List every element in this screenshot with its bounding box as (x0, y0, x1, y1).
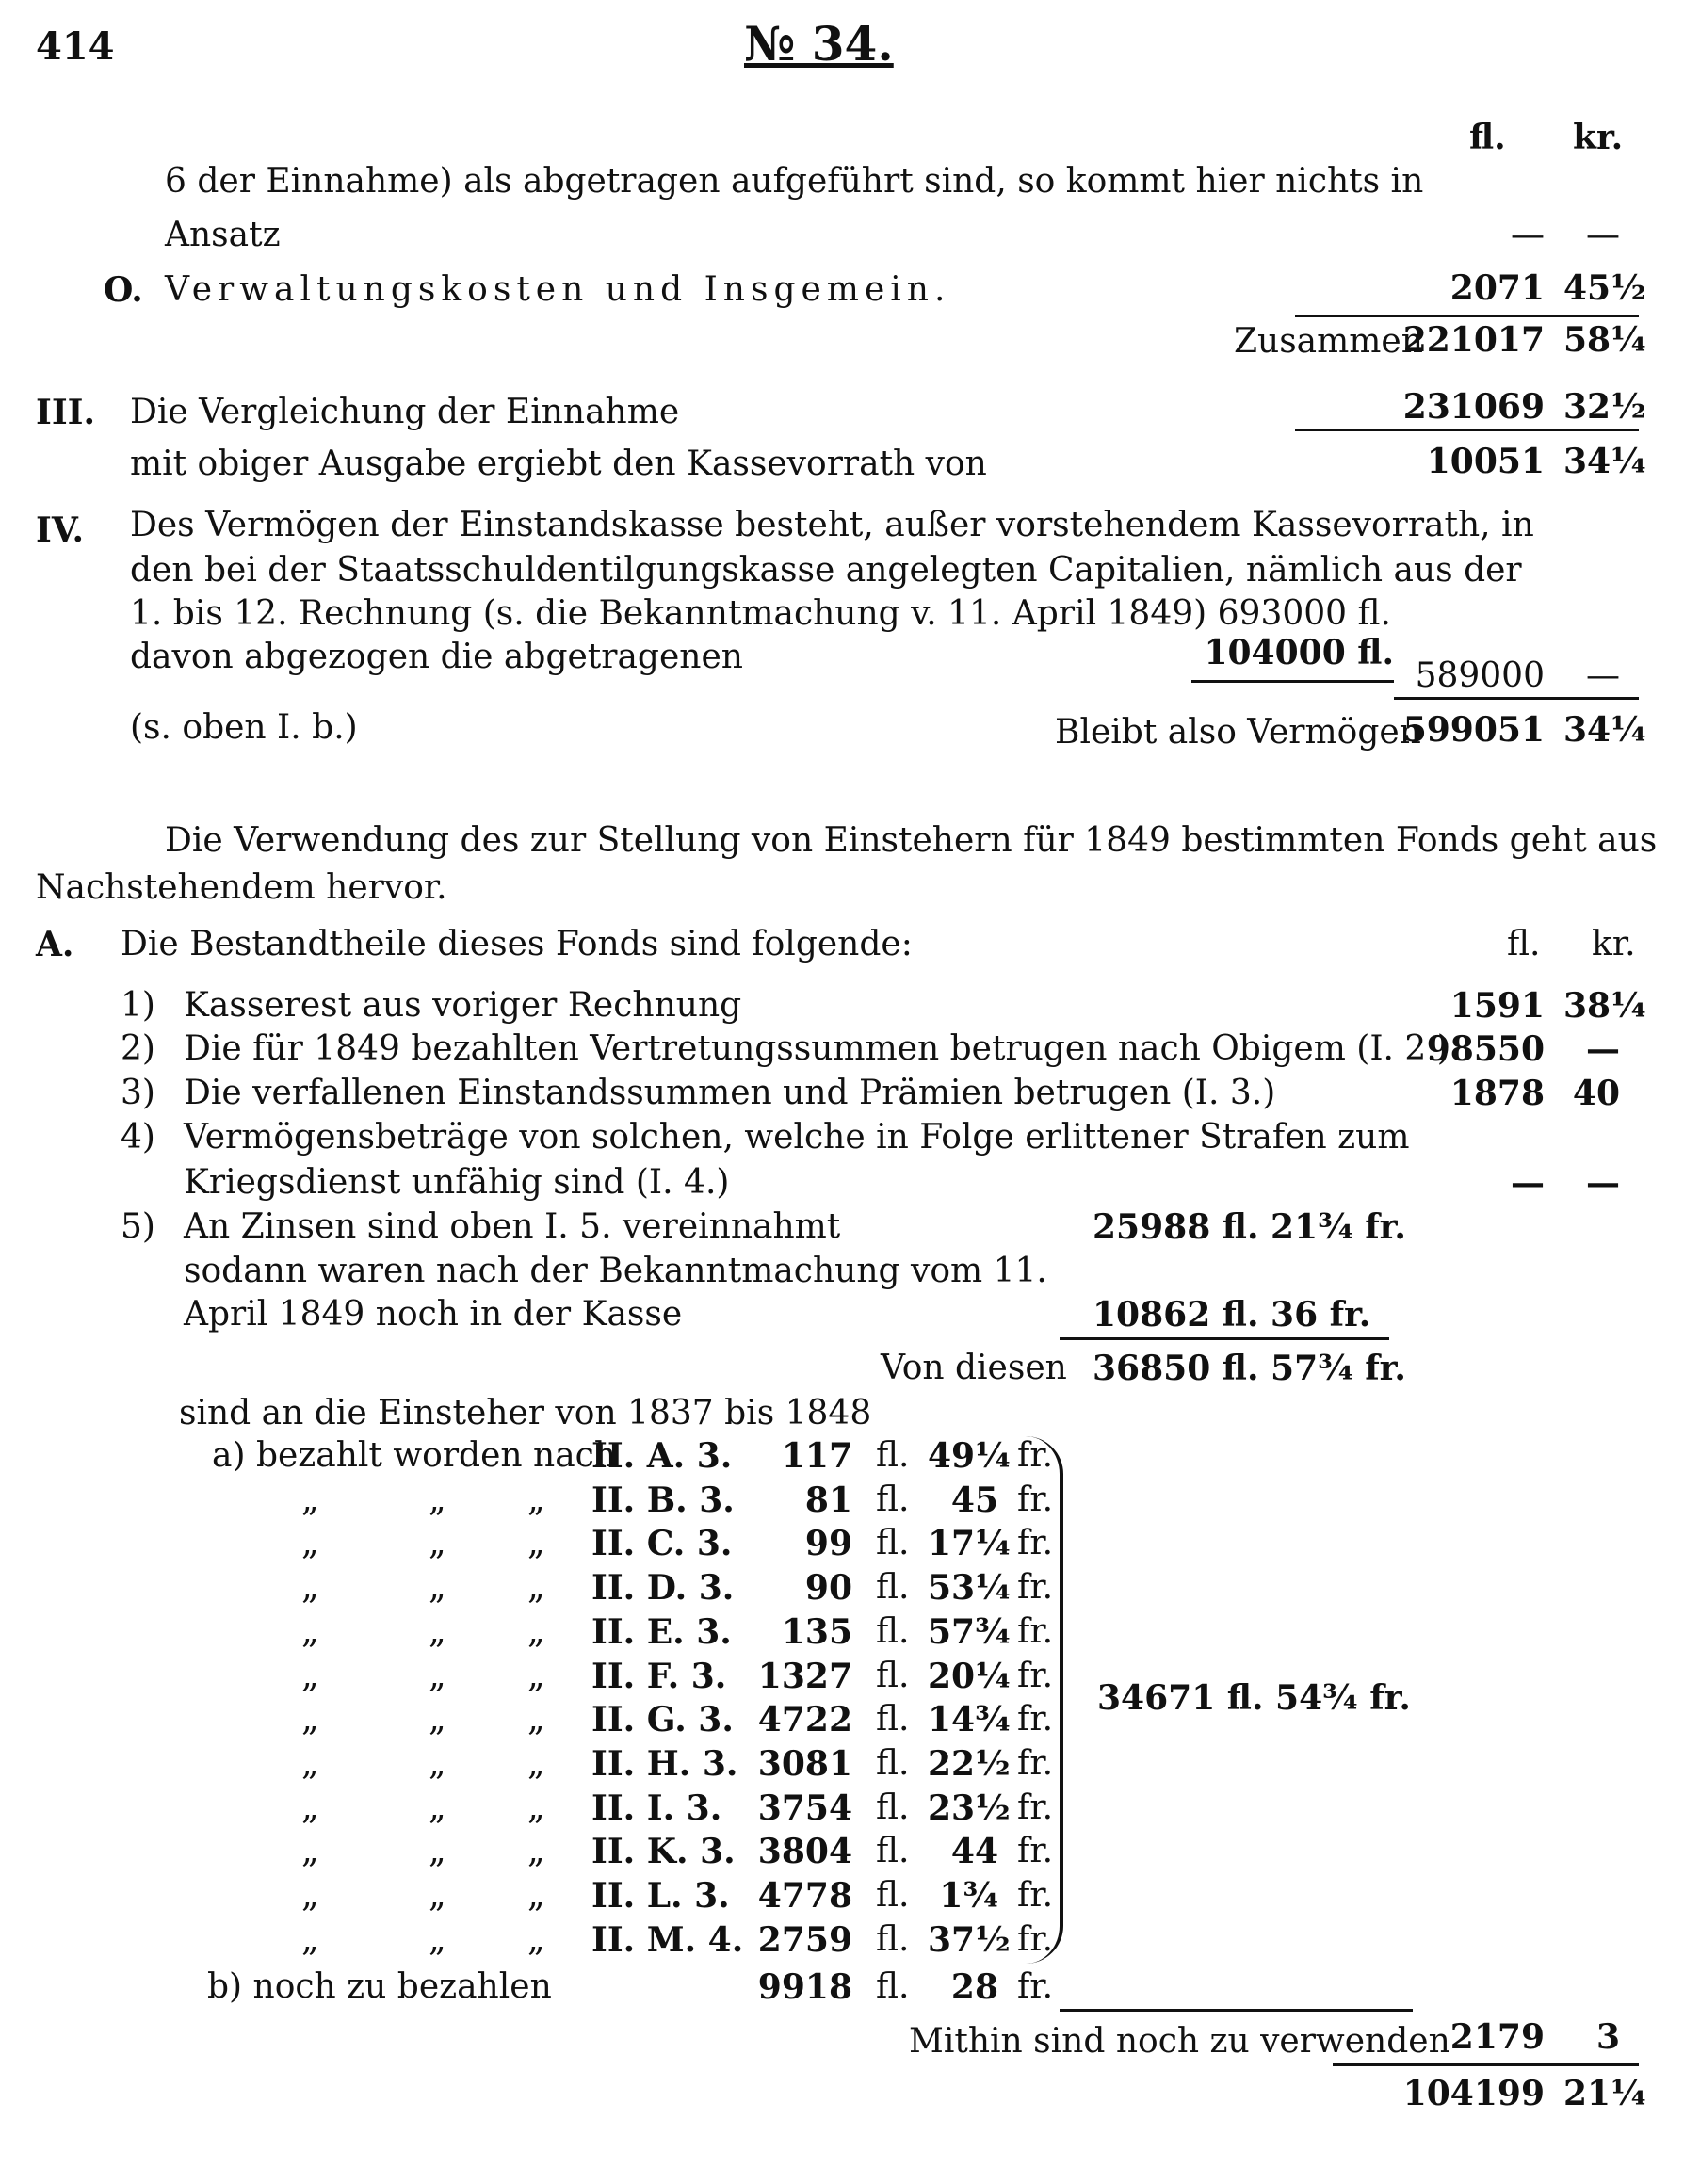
item-4-text-cont: Kriegsdienst unfähig sind (I. 4.) (184, 1163, 730, 1202)
item-2-fl: 98550 (1426, 1029, 1545, 1069)
payment-fl-unit: fl. (876, 1657, 910, 1695)
payment-fr-unit: fr. (1017, 1568, 1054, 1607)
payment-fl-unit: fl. (876, 1568, 910, 1607)
sum-rule-4 (1394, 697, 1639, 700)
payment-ref: II. H. 3. (591, 1744, 738, 1784)
ditto-mark: „ (429, 1788, 446, 1827)
payment-fr-unit: fr. (1017, 1612, 1054, 1651)
intro-line-1: Die Verwendung des zur Stellung von Einstehern für 1849 bestimmten Fonds geht aus (165, 821, 1658, 860)
ditto-mark: „ (527, 1788, 545, 1827)
mithin-fl: 2179 (1449, 2017, 1545, 2057)
section-o-label: O. (104, 270, 143, 310)
payment-fl-unit: fl. (876, 1920, 910, 1959)
item-4-fl: — (1511, 1163, 1545, 1203)
section-iii-line-1-fl: 231069 (1402, 387, 1545, 427)
payment-fr-unit: fr. (1017, 1876, 1054, 1915)
payment-fl-unit: fl. (876, 1612, 910, 1651)
payment-fl-unit: fl. (876, 1832, 910, 1870)
payments-brace (1022, 1436, 1063, 1964)
sum-rule-3 (1191, 680, 1394, 683)
payment-ref: II. A. 3. (591, 1436, 733, 1476)
payment-fr-unit: fr. (1017, 1788, 1054, 1827)
ditto-mark: „ (527, 1568, 545, 1607)
ditto-mark: „ (301, 1612, 319, 1651)
item-2-number: 2) (121, 1029, 155, 1068)
bleibt-label: Bleibt also Vermögen (1055, 713, 1421, 752)
ditto-mark: „ (301, 1700, 319, 1739)
item-3-text: Die verfallenen Einstandssummen und Prämien betrugen (I. 3.) (184, 1074, 1276, 1112)
payment-fl: 3081 (757, 1744, 852, 1784)
section-iv-line-4: davon abgezogen die abgetragenen (130, 638, 743, 676)
item-3-fl: 1878 (1449, 1074, 1545, 1113)
payment-kr: 49¼ (928, 1436, 1011, 1476)
total-rule (1333, 2063, 1639, 2066)
payment-fl: 2759 (757, 1920, 852, 1960)
ditto-mark: „ (429, 1612, 446, 1651)
intro-line-2: Nachstehendem hervor. (36, 868, 447, 907)
ditto-mark: „ (301, 1920, 319, 1959)
total-fl: 104199 (1402, 2074, 1545, 2113)
ditto-mark: „ (301, 1744, 319, 1783)
ditto-mark: „ (429, 1568, 446, 1607)
payment-prefix: a) bezahlt worden nach (212, 1436, 617, 1475)
payment-fr-unit: fr. (1017, 1832, 1054, 1870)
payment-ref: II. G. 3. (591, 1700, 734, 1739)
col-header-fl: fl. (1469, 118, 1506, 157)
payment-ref: II. F. 3. (591, 1657, 727, 1696)
b-fr-unit: fr. (1017, 1967, 1054, 2006)
von-diesen-label: Von diesen (881, 1349, 1067, 1387)
payment-fl: 3754 (757, 1788, 852, 1828)
payment-ref: II. D. 3. (591, 1568, 735, 1608)
section-iii-label: III. (36, 393, 96, 432)
item-5-line-3: April 1849 noch in der Kasse (184, 1295, 683, 1334)
section-a-col-kr: kr. (1592, 925, 1636, 963)
payment-fr-unit: fr. (1017, 1920, 1054, 1959)
ditto-mark: „ (429, 1657, 446, 1695)
payment-kr: 17¼ (928, 1524, 1011, 1563)
payment-kr: 44 (950, 1832, 998, 1871)
section-iii-line-1-kr: 32½ (1563, 387, 1646, 427)
ditto-mark: „ (301, 1568, 319, 1607)
payment-fr-unit: fr. (1017, 1744, 1054, 1783)
page-title: № 34. (744, 16, 894, 72)
mithin-kr: 3 (1595, 2017, 1620, 2057)
ditto-mark: „ (527, 1657, 545, 1695)
payment-fl: 90 (804, 1568, 852, 1608)
payment-ref: II. M. 4. (591, 1920, 744, 1960)
b-fl: 9918 (757, 1967, 852, 2007)
ditto-mark: „ (429, 1480, 446, 1519)
zusammen-fl: 221017 (1402, 320, 1545, 360)
item-3-kr: 40 (1572, 1074, 1620, 1113)
payment-kr: 45 (950, 1480, 998, 1520)
section-iv-line-3: 1. bis 12. Rechnung (s. die Bekanntmachung v. 11. April 1849) 693000 fl. (130, 594, 1391, 633)
b-fl-unit: fl. (876, 1967, 910, 2006)
ditto-mark: „ (527, 1480, 545, 1519)
payment-fl-unit: fl. (876, 1744, 910, 1783)
section-a-title: Die Bestandtheile dieses Fonds sind folgende: (121, 925, 913, 963)
section-iv-line-2: den bei der Staatsschuldentilgungskasse angelegten Capitalien, nämlich aus der (130, 551, 1522, 590)
payment-ref: II. B. 3. (591, 1480, 735, 1520)
payment-fl-unit: fl. (876, 1700, 910, 1739)
payment-ref: II. I. 3. (591, 1788, 722, 1828)
payment-ref: II. E. 3. (591, 1612, 732, 1652)
ditto-mark: „ (429, 1700, 446, 1739)
payment-fl: 99 (804, 1524, 852, 1563)
section-iii-line-2: mit obiger Ausgabe ergiebt den Kassevorrath von (130, 445, 987, 483)
cont-line-1: 6 der Einnahme) als abgetragen aufgeführt sind, so kommt hier nichts in (165, 162, 1424, 201)
payment-fr-unit: fr. (1017, 1700, 1054, 1739)
ditto-mark: „ (527, 1744, 545, 1783)
sum-rule-5 (1060, 1337, 1389, 1340)
payment-fr-unit: fr. (1017, 1524, 1054, 1562)
ditto-mark: „ (301, 1788, 319, 1827)
payment-kr: 1¾ (939, 1876, 998, 1916)
payment-kr: 57¾ (928, 1612, 1011, 1652)
item-1-text: Kasserest aus voriger Rechnung (184, 986, 742, 1025)
sum-rule-2 (1295, 429, 1639, 431)
cont-kr: — (1586, 216, 1620, 254)
item-4-text: Vermögensbeträge von solchen, welche in Folge erlittener Strafen zum (184, 1118, 1410, 1157)
ditto-mark: „ (429, 1832, 446, 1870)
ditto-mark: „ (301, 1876, 319, 1915)
payment-kr: 14¾ (928, 1700, 1011, 1739)
payment-fr-unit: fr. (1017, 1657, 1054, 1695)
payment-ref: II. L. 3. (591, 1876, 730, 1916)
section-iv-label: IV. (36, 510, 85, 550)
b-kr: 28 (950, 1967, 998, 2007)
payment-fl: 117 (781, 1436, 852, 1476)
bleibt-kr: 34¼ (1563, 710, 1646, 750)
item-2-kr: — (1586, 1029, 1620, 1069)
ditto-mark: „ (301, 1480, 319, 1519)
page-number: 414 (36, 24, 115, 69)
ditto-mark: „ (429, 1744, 446, 1783)
item-1-fl: 1591 (1449, 986, 1545, 1026)
zusammen-label: Zusammen (1234, 322, 1423, 361)
item-5-line-1-amount: 25988 fl. 21¾ fr. (1093, 1207, 1406, 1247)
ditto-mark: „ (429, 1920, 446, 1959)
payment-fl-unit: fl. (876, 1876, 910, 1915)
section-a-label: A. (36, 925, 74, 964)
section-o-kr: 45½ (1563, 268, 1646, 308)
ditto-mark: „ (527, 1920, 545, 1959)
ditto-mark: „ (527, 1876, 545, 1915)
item-3-number: 3) (121, 1074, 155, 1112)
payment-fl: 1327 (757, 1657, 852, 1696)
section-o-fl: 2071 (1449, 268, 1545, 308)
bleibt-fl: 599051 (1402, 710, 1545, 750)
payment-fl-unit: fl. (876, 1436, 910, 1475)
item-5-number: 5) (121, 1207, 155, 1246)
total-kr: 21¼ (1563, 2074, 1646, 2113)
payment-fl: 135 (781, 1612, 852, 1652)
payment-kr: 22½ (928, 1744, 1011, 1784)
payment-ref: II. C. 3. (591, 1524, 733, 1563)
ditto-mark: „ (301, 1832, 319, 1870)
payment-fl: 81 (804, 1480, 852, 1520)
payment-fl: 3804 (757, 1832, 852, 1871)
ditto-mark: „ (429, 1876, 446, 1915)
sum-rule-1 (1295, 315, 1639, 317)
item-2-text: Die für 1849 bezahlten Vertretungssummen betrugen nach Obigem (I. 2.) (184, 1029, 1450, 1068)
ditto-mark: „ (527, 1700, 545, 1739)
payment-fl-unit: fl. (876, 1788, 910, 1827)
cont-fl: — (1511, 216, 1545, 254)
section-iv-line-4-fl: 589000 (1415, 656, 1545, 695)
item-4-number: 4) (121, 1118, 155, 1157)
section-iii-line-2-fl: 10051 (1426, 442, 1545, 481)
section-a-col-fl: fl. (1507, 925, 1541, 963)
item-1-kr: 38¼ (1563, 986, 1646, 1026)
item-5-line-3-amount: 10862 fl. 36 fr. (1093, 1295, 1371, 1335)
payment-fl: 4722 (757, 1700, 852, 1739)
payment-fl: 4778 (757, 1876, 852, 1916)
payment-fr-unit: fr. (1017, 1480, 1054, 1519)
section-iv-line-5: (s. oben I. b.) (130, 708, 358, 747)
ditto-mark: „ (301, 1657, 319, 1695)
von-diesen-amount: 36850 fl. 57¾ fr. (1093, 1349, 1406, 1388)
payment-fr-unit: fr. (1017, 1436, 1054, 1475)
payment-kr: 53¼ (928, 1568, 1011, 1608)
col-header-kr: kr. (1573, 118, 1624, 157)
brace-total: 34671 fl. 54¾ fr. (1097, 1678, 1411, 1718)
cont-line-2: Ansatz (165, 216, 281, 254)
ditto-mark: „ (527, 1612, 545, 1651)
section-iii-line-1: Die Vergleichung der Einnahme (130, 393, 680, 431)
ditto-mark: „ (527, 1524, 545, 1562)
section-o-text: Verwaltungskosten und Insgemein. (165, 270, 951, 309)
section-iv-line-1: Des Vermögen der Einstandskasse besteht, außer vorstehendem Kassevorrath, in (130, 506, 1534, 544)
ditto-mark: „ (429, 1524, 446, 1562)
payment-kr: 23½ (928, 1788, 1011, 1828)
mithin-label: Mithin sind noch zu verwenden (909, 2022, 1450, 2061)
section-iii-line-2-kr: 34¼ (1563, 442, 1646, 481)
item-1-number: 1) (121, 986, 155, 1025)
ditto-mark: „ (527, 1832, 545, 1870)
item-5-line-1: An Zinsen sind oben I. 5. vereinnahmt (184, 1207, 841, 1246)
zusammen-kr: 58¼ (1563, 320, 1646, 360)
payment-ref: II. K. 3. (591, 1832, 736, 1871)
payment-fl-unit: fl. (876, 1480, 910, 1519)
sind-line: sind an die Einsteher von 1837 bis 1848 (179, 1394, 872, 1432)
payment-fl-unit: fl. (876, 1524, 910, 1562)
b-line: b) noch zu bezahlen (207, 1967, 552, 2006)
sum-rule-6 (1060, 2009, 1413, 2012)
payment-kr: 37½ (928, 1920, 1011, 1960)
ditto-mark: „ (301, 1524, 319, 1562)
item-5-line-2: sodann waren nach der Bekanntmachung vom 11. (184, 1252, 1047, 1290)
section-iv-line-4-amount: 104000 fl. (1204, 633, 1394, 672)
item-4-kr: — (1586, 1163, 1620, 1203)
payment-kr: 20¼ (928, 1657, 1011, 1696)
section-iv-line-4-kr: — (1586, 656, 1620, 695)
